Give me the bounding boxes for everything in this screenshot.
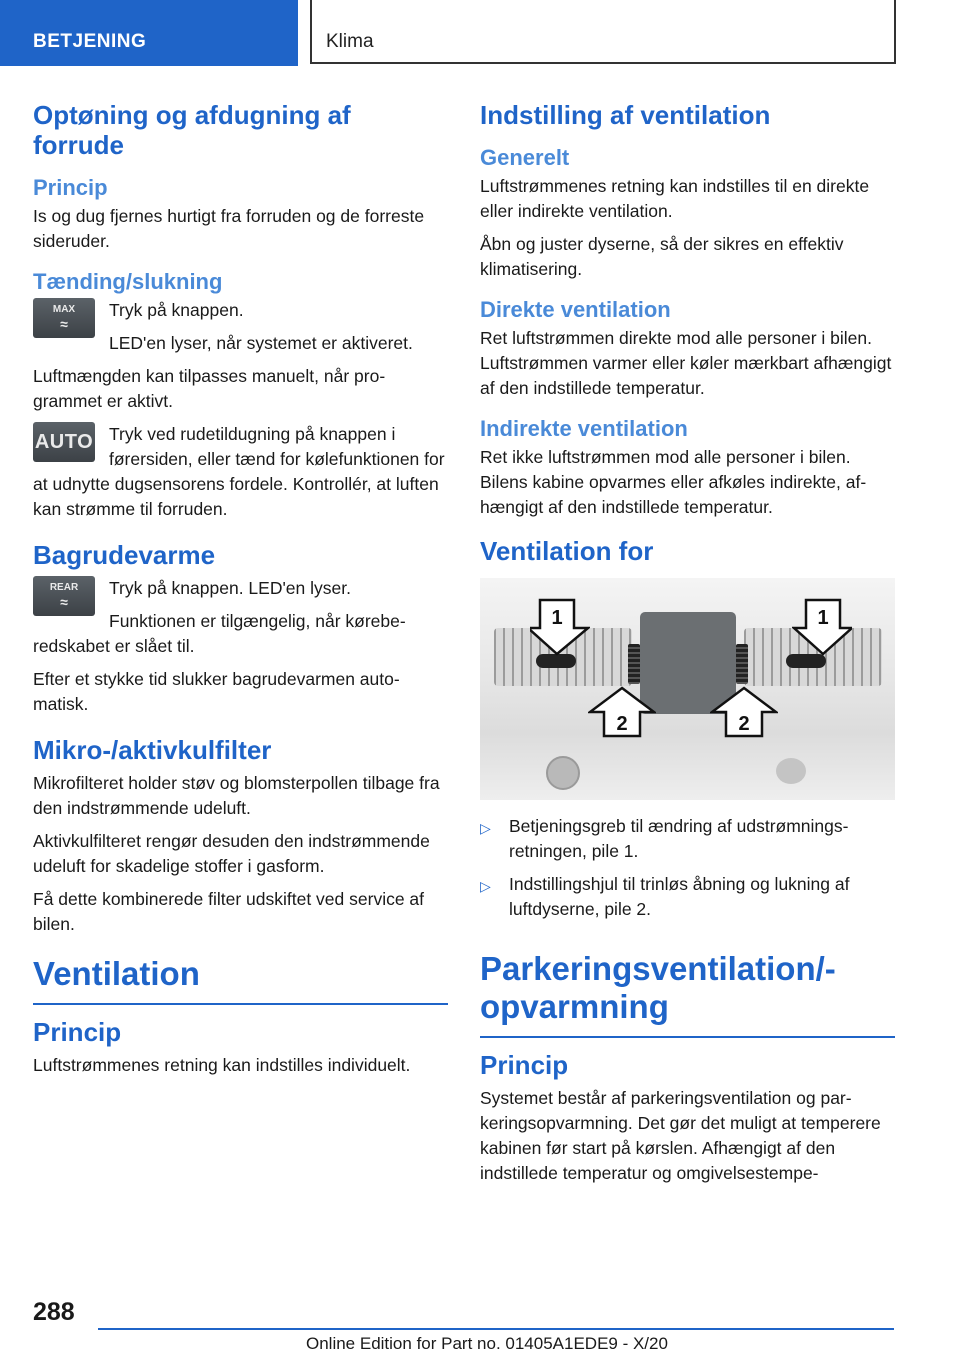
header-chapter-tab: Klima <box>310 0 896 64</box>
arrow-2-left-label: 2 <box>616 713 628 735</box>
filter-text-3: Få dette kombinerede filter udskiftet ved service af bilen. <box>33 889 425 934</box>
general-text-2: Åbn og juster dyserne, så der sikres en effektiv klimatisering. <box>480 234 844 279</box>
footer-edition: Online Edition for Part no. 01405A1EDE9 - X/20 <box>306 1334 668 1353</box>
front-heading: Ventilation for <box>480 536 654 566</box>
rear-text-1: Tryk på knappen. LED'en lyser. <box>109 578 351 598</box>
rear-row <box>33 576 448 659</box>
direct-heading: Direkte ventilation <box>480 297 671 322</box>
bullet-text: Betjeningsgreb til ændring af udstrømningsretningen, pile 1. <box>509 816 849 861</box>
rear-defrost-button-icon <box>33 576 95 616</box>
rear-heading: Bagrudevarme <box>33 540 216 570</box>
page-number: 288 <box>33 1298 75 1326</box>
onoff-heading: Tænding/slukning <box>33 269 223 294</box>
list-item <box>480 872 895 922</box>
arrow-1-right-icon <box>792 598 852 656</box>
parking-rule <box>480 1036 895 1038</box>
max-label: MAX <box>52 304 76 315</box>
rear-text-2: Funktionen er tilgængelig, når køreberedskabet er slået til. <box>33 611 406 656</box>
control-knob <box>546 756 580 790</box>
defrost-principle-text: Is og dug fjernes hurtigt fra forruden og de forreste sideruder. <box>33 206 425 251</box>
arrow-1-left-icon <box>530 598 590 656</box>
windshield-heat-icon: ≈ <box>60 316 68 332</box>
general-text-1: Luftstrømmenes retning kan indstilles til en direkte eller indirekte ventilation. <box>480 176 870 221</box>
indirect-heading: Indirekte ventilation <box>480 416 688 441</box>
parking-principle-heading: Princip <box>480 1050 569 1080</box>
ventilation-heading: Ventilation <box>33 955 200 992</box>
footer-rule <box>98 1328 894 1330</box>
bullet-text: Indstillingshjul til trinløs åbning og lukning af luftdyserne, pile 2. <box>509 874 850 919</box>
filter-text-1: Mikrofilteret holder støv og blomsterpollen tilbage fra den indstrømmende udeluft. <box>33 773 440 818</box>
max-defrost-button-icon <box>33 298 95 338</box>
defrost-principle-heading: Princip <box>33 175 108 200</box>
rear-window-heat-icon: ≈ <box>60 594 68 610</box>
arrow-2-left-icon <box>588 686 656 738</box>
rear-text-3: Efter et stykke tid slukker bagrudevarmen automatisk. <box>33 669 400 714</box>
rear-label: REAR <box>49 582 79 593</box>
ventilation-rule <box>33 1003 448 1005</box>
general-heading: Generelt <box>480 145 570 170</box>
arrow-1-left-label: 1 <box>551 607 563 629</box>
parking-heading: Parkeringsventilation/-opvarmning <box>480 950 836 1025</box>
max-text-2: LED'en lyser, når systemet er aktiveret. <box>109 333 413 353</box>
filter-heading: Mikro-/aktivkulfilter <box>33 735 272 765</box>
defrost-heading: Optøning og afdugning af forrude <box>33 100 351 160</box>
parking-principle-text: Systemet består af parkeringsventilation og parkeringsopvarmning. Det gør det muligt at temperere kabinen før start på kørslen. Afhængigt af den indstillede temperatur og omgivelsestempe- <box>480 1088 881 1183</box>
header-section-tab: BETJENING <box>0 0 298 66</box>
arrow-1-right-label: 1 <box>817 607 829 629</box>
max-defrost-row <box>33 298 448 364</box>
right-column <box>480 100 895 1194</box>
right-vent-lever <box>786 654 826 668</box>
left-vent-wheel <box>628 644 640 684</box>
ventilation-principle-text: Luftstrømmenes retning kan indstilles individuelt. <box>33 1055 411 1075</box>
auto-button-icon: AUTO <box>33 422 95 462</box>
auto-row <box>33 422 448 522</box>
indirect-text: Ret ikke luftstrømmen mod alle personer i bilen. Bilens kabine opvarmes eller afkøles indirekte, afhængigt af den indstillede temperatur. <box>480 447 867 517</box>
max-text-1: Tryk på knappen. <box>109 300 244 320</box>
triangle-bullet-icon: ▷ <box>480 878 491 894</box>
airflow-text: Luftmængden kan tilpasses manuelt, når programmet er aktivt. <box>33 366 386 411</box>
filter-text-2: Aktivkulfilteret rengør desuden den indstrømmende udeluft for skadelige stoffer i gasform. <box>33 831 430 876</box>
list-item <box>480 814 895 864</box>
left-vent-lever <box>536 654 576 668</box>
settings-heading: Indstilling af ventilation <box>480 100 771 130</box>
right-vent-wheel <box>736 644 748 684</box>
front-bullet-list <box>480 814 895 922</box>
ventilation-principle-heading: Princip <box>33 1017 122 1047</box>
arrow-2-right-label: 2 <box>738 713 750 735</box>
dashboard-vents-photo <box>480 578 895 800</box>
left-column <box>33 100 448 1086</box>
arrow-2-right-icon <box>710 686 778 738</box>
direct-text: Ret luftstrømmen direkte mod alle personer i bilen. Luftstrømmen varmer eller køler mærkbart afhængigt af den indstillede temperatur. <box>480 328 892 398</box>
triangle-bullet-icon: ▷ <box>480 820 491 836</box>
control-knob-right <box>776 758 806 784</box>
auto-text: Tryk ved rudetildugning på knappen i førersiden, eller tænd for kølefunktionen for at udnytte dugsensorens fordele. Kontrollér, at luften kan strømme til forruden. <box>33 424 445 519</box>
